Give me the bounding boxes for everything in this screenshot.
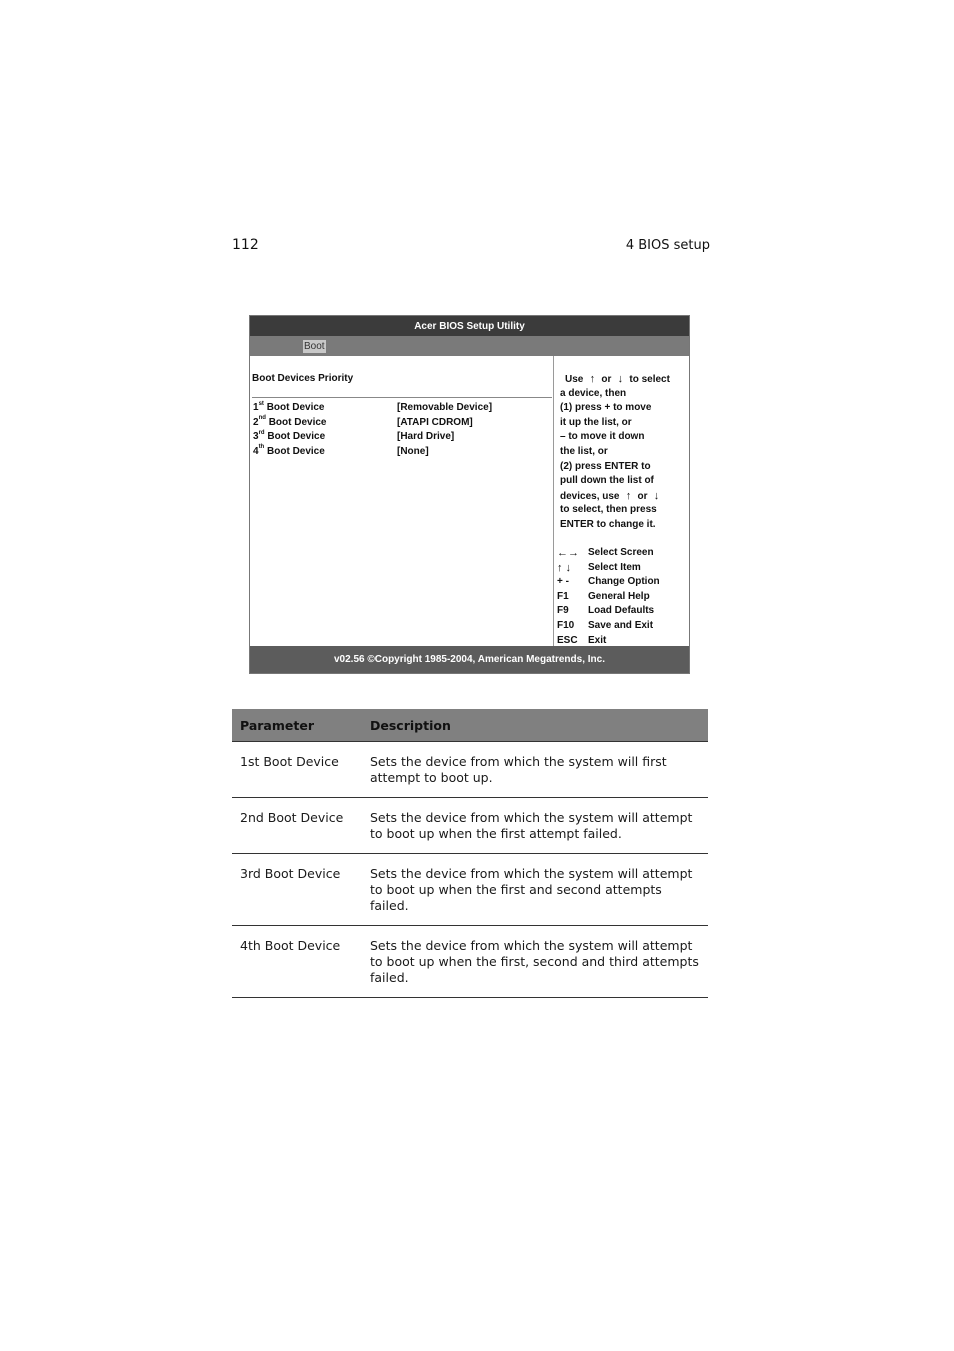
key-row [557, 575, 689, 590]
column-header-description: Description [362, 709, 708, 742]
bios-screenshot [249, 315, 690, 674]
parameter-cell: 3rd Boot Device [232, 854, 362, 926]
help-line: – to move it down [560, 431, 645, 443]
down-arrow-icon: ↓ [653, 489, 660, 502]
boot-device-value[interactable]: [Removable Device] [397, 402, 493, 413]
key-symbol: F10 [557, 619, 575, 631]
boot-device-row[interactable] [253, 430, 549, 445]
boot-device-value[interactable]: [None] [397, 445, 429, 457]
left-right-arrow-icon: ←→ [557, 547, 579, 559]
boot-device-list [253, 401, 549, 459]
table-row [232, 926, 708, 998]
boot-device-value[interactable]: [ATAPI CDROM] [397, 416, 473, 428]
key-row [557, 561, 689, 576]
parameter-table [232, 709, 708, 998]
help-line: the list, or [560, 445, 608, 457]
help-line: Use ↑ or ↓ to select [565, 373, 670, 385]
description-cell: Sets the device from which the system will attempt to boot up when the first, second and third attempts failed. [362, 926, 708, 998]
bios-title: Acer BIOS Setup Utility [250, 316, 689, 336]
key-row [557, 590, 689, 605]
table-header-row [232, 709, 708, 742]
heading-rule [252, 397, 552, 398]
key-row [557, 604, 689, 619]
key-desc: Exit [588, 634, 607, 646]
description-cell: Sets the device from which the system will attempt to boot up when the first attempt failed. [362, 798, 708, 854]
table-row [232, 742, 708, 798]
key-legend [557, 546, 689, 648]
key-desc: Select Screen [588, 547, 654, 558]
page-number: 112 [232, 237, 259, 253]
tab-boot[interactable]: Boot [304, 341, 325, 352]
boot-device-value[interactable]: [Hard Drive] [397, 431, 455, 443]
table-row [232, 854, 708, 926]
key-desc: Save and Exit [588, 619, 654, 631]
help-line: (2) press ENTER to [560, 460, 651, 472]
boot-device-label: 4th Boot Device [253, 444, 325, 457]
parameter-cell: 1st Boot Device [232, 742, 362, 798]
help-line: a device, then [560, 387, 627, 399]
parameter-cell: 2nd Boot Device [232, 798, 362, 854]
up-down-arrow-icon: ↑ ↓ [557, 561, 572, 574]
key-symbol: + - [557, 576, 569, 588]
key-row [557, 546, 689, 561]
key-symbol: F1 [557, 590, 569, 602]
table-row [232, 798, 708, 854]
boot-device-row[interactable] [253, 401, 549, 416]
description-cell: Sets the device from which the system will first attempt to boot up. [362, 742, 708, 798]
boot-device-label: 1st Boot Device [253, 400, 325, 413]
column-header-parameter: Parameter [232, 709, 362, 742]
key-symbol: ESC [557, 634, 578, 646]
bios-menubar [250, 336, 689, 356]
parameter-cell: 4th Boot Device [232, 926, 362, 998]
down-arrow-icon: ↓ [617, 373, 624, 385]
boot-device-row[interactable] [253, 445, 549, 460]
help-line: to select, then press [560, 504, 657, 516]
boot-device-label: 3rd Boot Device [253, 429, 326, 443]
key-desc: Change Option [588, 576, 660, 588]
key-desc: General Help [588, 590, 650, 602]
help-line: ENTER to change it. [560, 518, 656, 530]
up-arrow-icon: ↑ [589, 373, 596, 385]
up-arrow-icon: ↑ [625, 489, 632, 502]
key-symbol: F9 [557, 605, 569, 617]
help-line: it up the list, or [560, 416, 632, 428]
help-line: devices, use ↑ or ↓ [560, 489, 688, 504]
bios-footer: v02.56 ©Copyright 1985-2004, American Megatrends, Inc. [250, 646, 689, 673]
key-desc: Load Defaults [588, 605, 655, 617]
help-line: pull down the list of [560, 475, 654, 487]
description-cell: Sets the device from which the system will attempt to boot up when the first and second attempts failed. [362, 854, 708, 926]
key-desc: Select Item [588, 561, 641, 573]
boot-devices-heading: Boot Devices Priority [252, 373, 354, 384]
boot-device-row[interactable] [253, 416, 549, 431]
key-row [557, 619, 689, 634]
section-title: 4 BIOS setup [625, 238, 710, 253]
bios-divider [553, 356, 554, 647]
help-line: (1) press + to move [560, 402, 652, 414]
boot-device-label: 2nd Boot Device [253, 415, 327, 428]
help-panel [560, 372, 688, 533]
